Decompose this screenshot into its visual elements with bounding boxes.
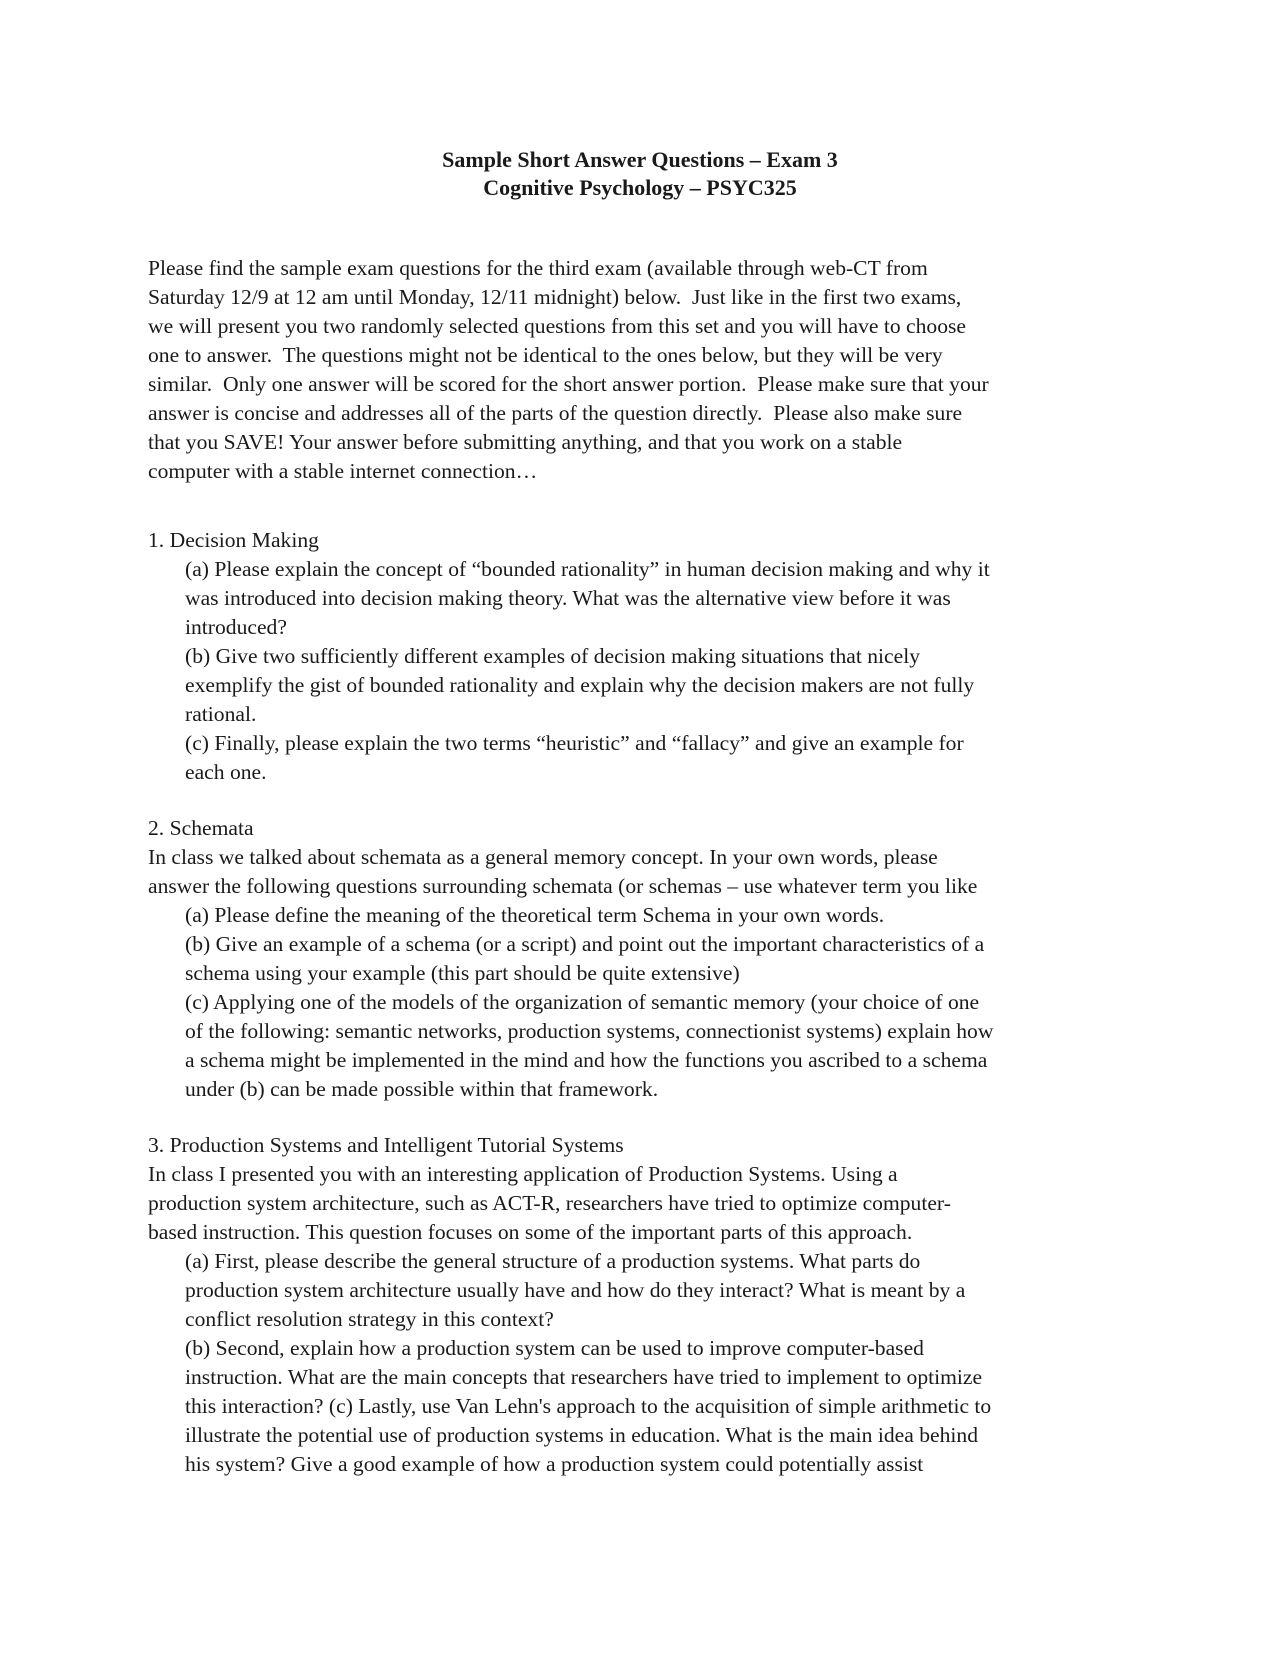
- intro-line: similar. Only one answer will be scored for the short answer portion. Please make sure that your: [148, 372, 989, 396]
- question-1: [148, 526, 1148, 787]
- question-line: production system architecture usually have and how do they interact? What is meant by a: [185, 1278, 966, 1302]
- intro-line: one to answer. The questions might not be identical to the ones below, but they will be very: [148, 343, 943, 367]
- question-line: schema using your example (this part should be quite extensive): [185, 961, 740, 985]
- question-line: this interaction? (c) Lastly, use Van Lehn's approach to the acquisition of simple arithmetic to: [185, 1394, 992, 1418]
- intro-line: we will present you two randomly selected questions from this set and you will have to choose: [148, 314, 967, 338]
- question-intro-line: In class we talked about schemata as a general memory concept. In your own words, please: [148, 845, 938, 869]
- question-3: [148, 1131, 1148, 1479]
- question-title: 2. Schemata: [148, 816, 254, 840]
- question-line: instruction. What are the main concepts that researchers have tried to implement to optimize: [185, 1365, 983, 1389]
- question-intro-line: In class I presented you with an interesting application of Production Systems. Using a: [148, 1162, 898, 1186]
- intro-line: computer with a stable internet connection…: [148, 459, 538, 483]
- question-line: illustrate the potential use of production systems in education. What is the main idea behind: [185, 1423, 978, 1447]
- question-line: (a) Please explain the concept of “bounded rationality” in human decision making and why it: [185, 557, 990, 581]
- question-line: was introduced into decision making theory. What was the alternative view before it was: [185, 586, 951, 610]
- question-line: (c) Applying one of the models of the organization of semantic memory (your choice of one: [185, 990, 980, 1014]
- question-intro-line: production system architecture, such as ACT-R, researchers have tried to optimize computer-: [148, 1191, 951, 1215]
- question-intro-line: based instruction. This question focuses on some of the important parts of this approach.: [148, 1220, 913, 1244]
- question-line: under (b) can be made possible within that framework.: [185, 1077, 659, 1101]
- question-line: (c) Finally, please explain the two terms “heuristic” and “fallacy” and give an example for: [185, 731, 964, 755]
- question-line: of the following: semantic networks, production systems, connectionist systems) explain how: [185, 1019, 994, 1043]
- question-line: (b) Give two sufficiently different examples of decision making situations that nicely: [185, 644, 921, 668]
- intro-line: Please find the sample exam questions for the third exam (available through web-CT from: [148, 256, 928, 280]
- question-line: (b) Second, explain how a production system can be used to improve computer-based: [185, 1336, 924, 1360]
- question-line: his system? Give a good example of how a production system could potentially assist: [185, 1452, 924, 1476]
- question-line: exemplify the gist of bounded rationality and explain why the decision makers are not fully: [185, 673, 975, 697]
- document-title: Sample Short Answer Questions – Exam 3: [442, 147, 838, 172]
- question-intro-line: answer the following questions surrounding schemata (or schemas – use whatever term you like: [148, 874, 978, 898]
- question-line: (a) Please define the meaning of the theoretical term Schema in your own words.: [185, 903, 885, 927]
- intro-line: that you SAVE! Your answer before submitting anything, and that you work on a stable: [148, 430, 903, 454]
- intro-paragraph: [148, 254, 1148, 486]
- question-line: introduced?: [185, 615, 287, 639]
- course-title: Cognitive Psychology – PSYC325: [483, 175, 797, 200]
- question-line: each one.: [185, 760, 267, 784]
- question-line: (b) Give an example of a schema (or a script) and point out the important characteristics of a: [185, 932, 985, 956]
- question-title: 1. Decision Making: [148, 528, 319, 552]
- question-line: rational.: [185, 702, 257, 726]
- question-title: 3. Production Systems and Intelligent Tutorial Systems: [148, 1133, 624, 1157]
- intro-line: answer is concise and addresses all of the parts of the question directly. Please also make sure: [148, 401, 963, 425]
- intro-line: Saturday 12/9 at 12 am until Monday, 12/11 midnight) below. Just like in the first two exams,: [148, 285, 962, 309]
- question-line: (a) First, please describe the general structure of a production systems. What parts do: [185, 1249, 921, 1273]
- question-2: [148, 814, 1148, 1104]
- question-line: a schema might be implemented in the mind and how the functions you ascribed to a schema: [185, 1048, 988, 1072]
- question-line: conflict resolution strategy in this context?: [185, 1307, 554, 1331]
